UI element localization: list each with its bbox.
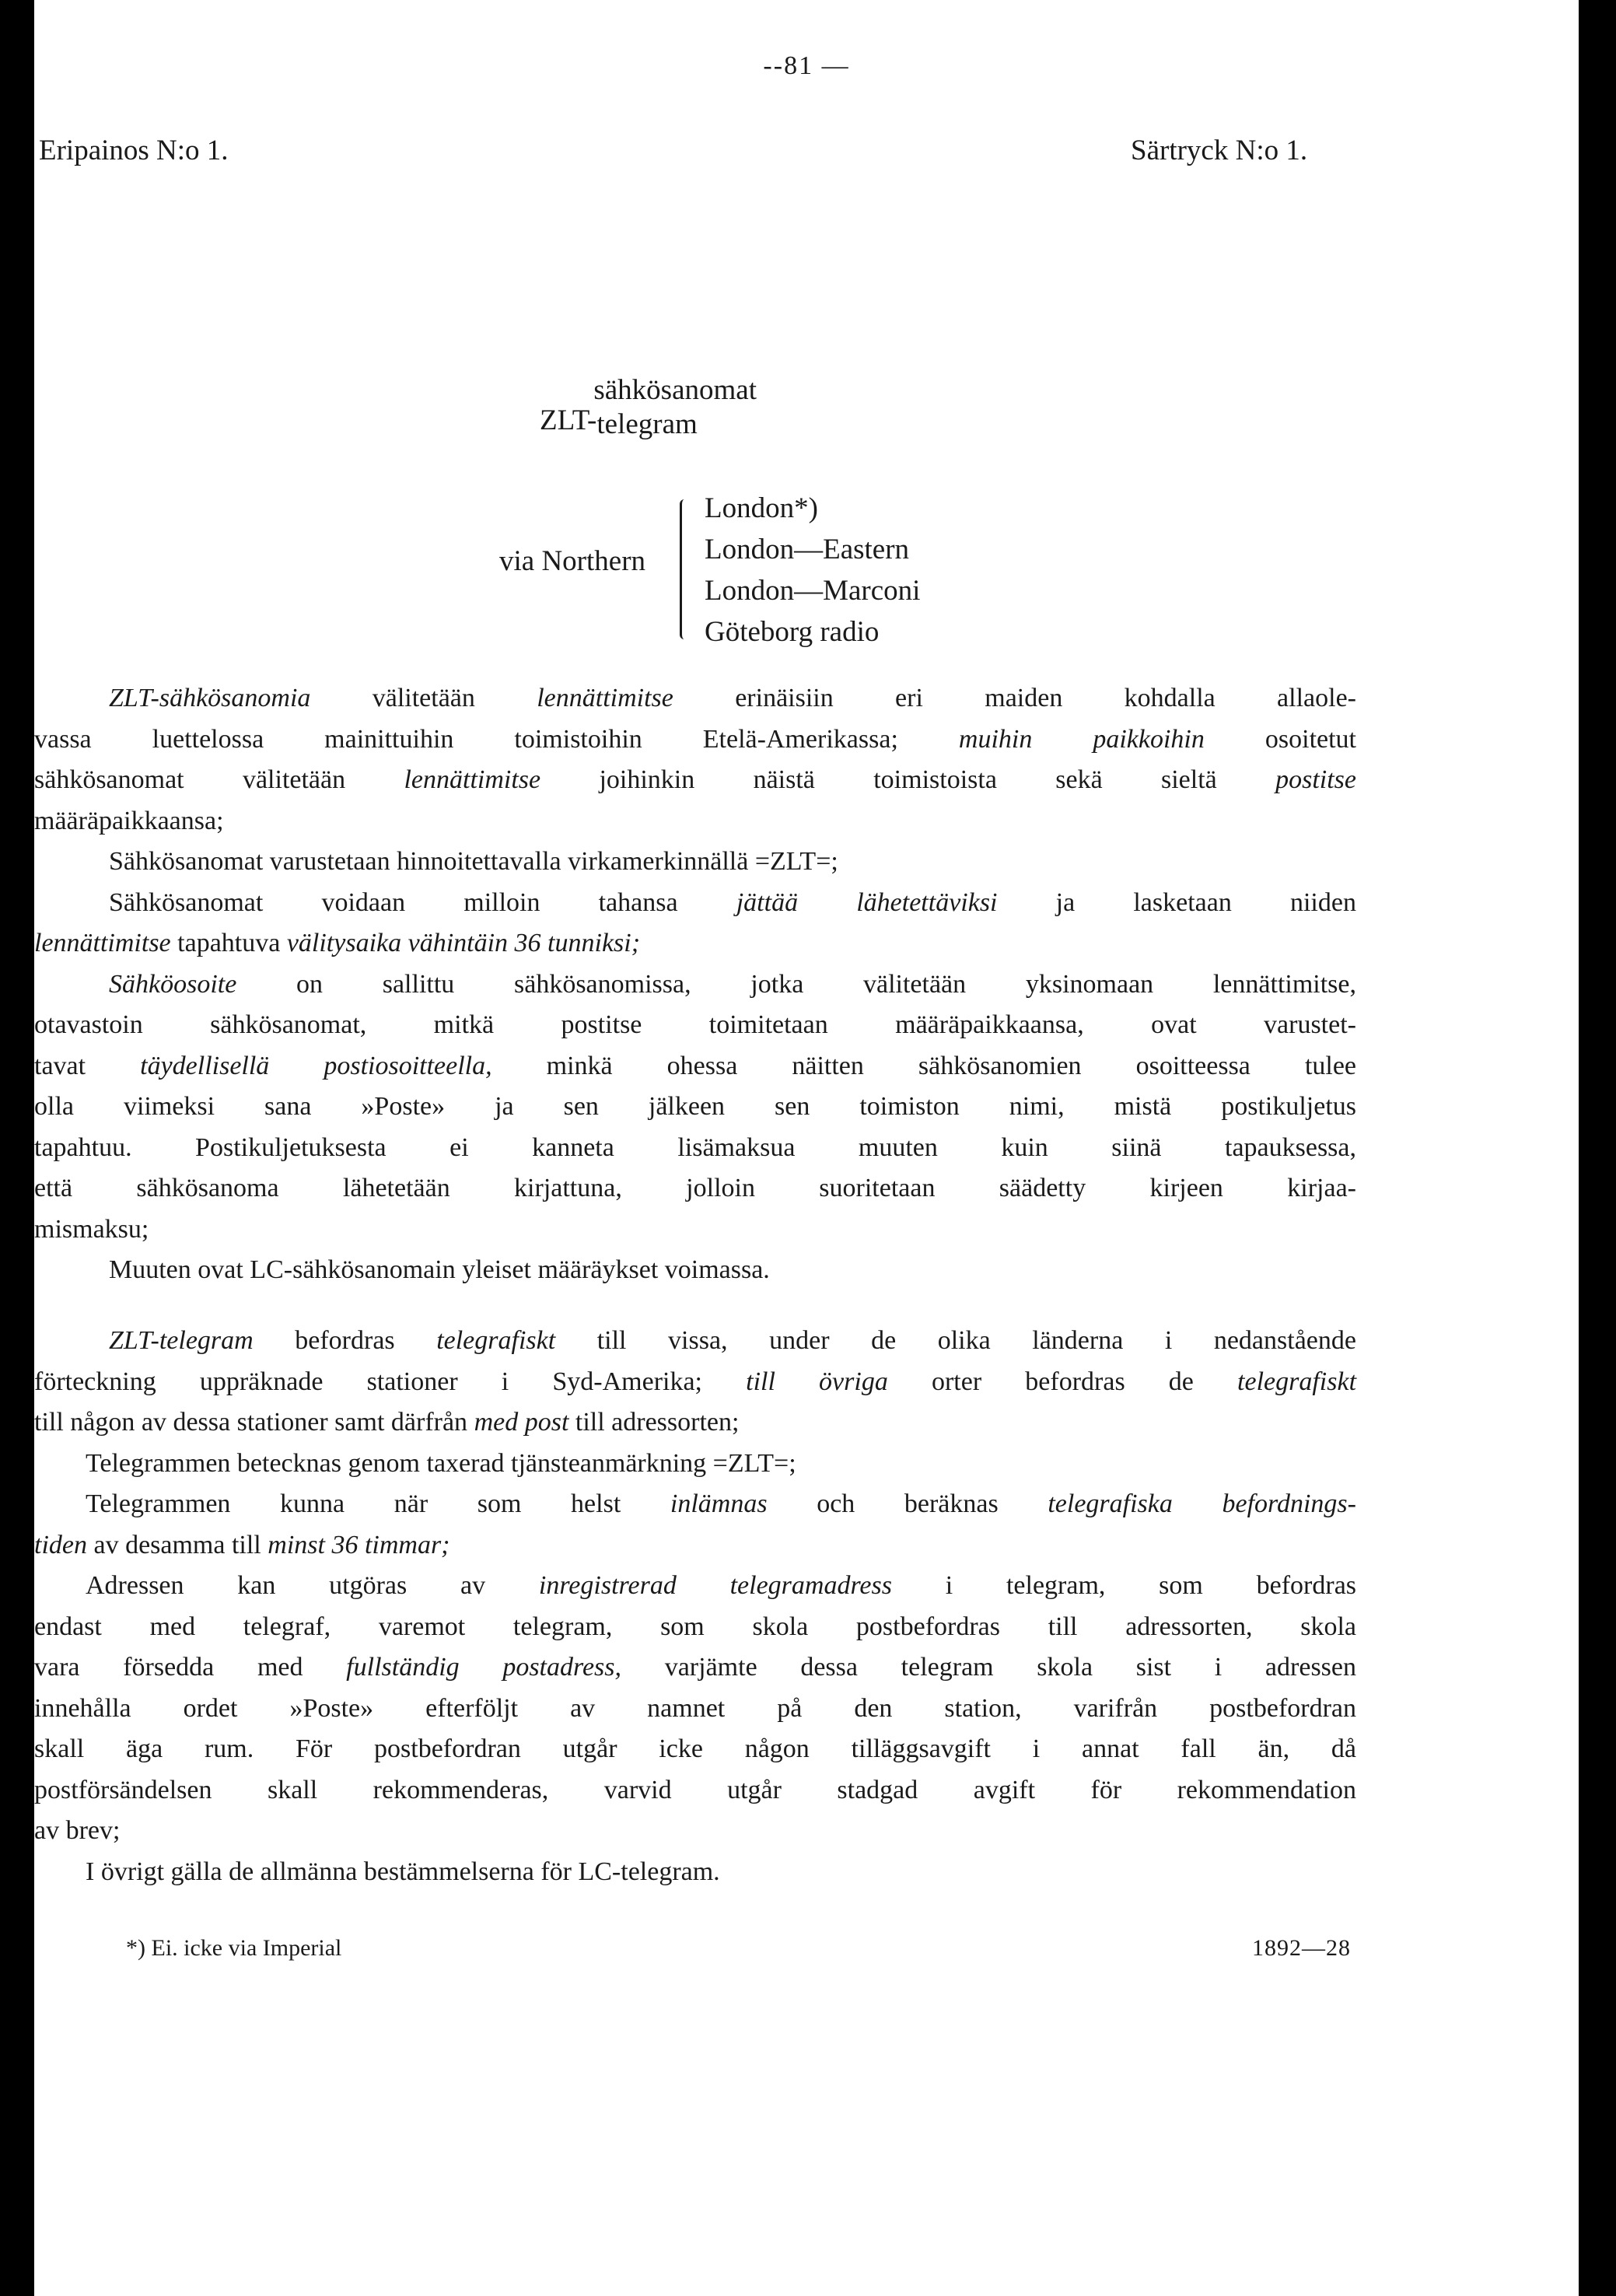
route-item: London—Eastern	[705, 534, 910, 565]
route-item: Göteborg radio	[705, 616, 880, 648]
paragraph-line: ZLT-sähkösanomia välitetään lennättimitse erinäisiin eri maiden kohdalla allaole-	[109, 684, 1356, 712]
route-list	[705, 488, 920, 653]
paragraph-line: otavastoin sähkösanomat, mitkä postitse toimitetaan määräpaikkaansa, ovat varustet-	[34, 1010, 1356, 1039]
title-stack	[593, 373, 757, 442]
title-prefix: ZLT-	[540, 404, 597, 436]
paragraph-line: tiden av desamma till minst 36 timmar;	[34, 1530, 450, 1559]
paragraph-line: vara försedda med fullständig postadress, varjämte dessa telegram skola sist i adressen	[34, 1653, 1356, 1682]
paragraph-line: endast med telegraf, varemot telegram, som skola postbefordras till adressorten, skola	[34, 1612, 1356, 1641]
scan-border-left	[0, 0, 34, 2296]
header-swedish: Särtryck N:o 1.	[1131, 135, 1308, 166]
page-number: --81 —	[763, 51, 850, 80]
paragraph-line: Sähköosoite on sallittu sähkösanomissa, jotka välitetään yksinomaan lennättimitse,	[109, 969, 1356, 999]
paragraph-line: postförsändelsen skall rekommenderas, varvid utgår stadgad avgift för rekommendation	[34, 1775, 1356, 1804]
paragraph-line: Adressen kan utgöras av inregistrerad telegramadress i telegram, som befordras	[86, 1571, 1357, 1600]
brace-icon	[680, 499, 690, 639]
route-item: London—Marconi	[705, 575, 921, 607]
document-page	[34, 0, 1579, 2296]
header-finnish: Eripainos N:o 1.	[39, 135, 229, 166]
paragraph-line: Telegrammen betecknas genom taxerad tjänsteanmärkning =ZLT=;	[86, 1448, 796, 1478]
paragraph-line: till någon av dessa stationer samt därfrån med post till adressorten;	[34, 1408, 740, 1437]
paragraph-line: tavat täydellisellä postiosoitteella, minkä ohessa näitten sähkösanomien osoitteessa tulee	[34, 1051, 1357, 1080]
paragraph-line: mismaksu;	[34, 1214, 149, 1244]
paragraph-line: sähkösanomat välitetään lennättimitse joihinkin näistä toimistoista sekä sieltä postitse	[34, 765, 1357, 794]
title-swedish: telegram	[596, 408, 698, 440]
route-item: London*)	[705, 492, 818, 524]
print-code: 1892—28	[1252, 1935, 1351, 1961]
document-title	[540, 373, 757, 442]
paragraph-line: Muuten ovat LC-sähkösanomain yleiset määräykset voimassa.	[109, 1255, 770, 1284]
paragraph-line: vassa luettelossa mainittuihin toimistoihin Etelä-Amerikassa; muihin paikkoihin osoitetut	[34, 724, 1357, 754]
paragraph-line: skall äga rum. För postbefordran utgår icke någon tilläggsavgift i annat fall än, då	[34, 1734, 1356, 1763]
paragraph-line: määräpaikkaansa;	[34, 806, 224, 835]
title-finnish: sähkösanomat	[593, 374, 757, 406]
via-label: via Northern	[499, 545, 646, 577]
paragraph-line: innehålla ordet »Poste» efterföljt av namnet på den station, varifrån postbefordran	[34, 1693, 1356, 1723]
paragraph-line: että sähkösanoma lähetetään kirjattuna, jolloin suoritetaan säädetty kirjeen kirjaa-	[34, 1174, 1356, 1202]
paragraph-line: ZLT-telegram befordras telegrafiskt till vissa, under de olika länderna i nedanstående	[109, 1326, 1356, 1355]
paragraph-line: Telegrammen kunna när som helst inlämnas och beräknas telegrafiska befordnings-	[86, 1489, 1356, 1518]
paragraph-line: olla viimeksi sana »Poste» ja sen jälkeen sen toimiston nimi, mistä postikuljetus	[34, 1092, 1356, 1121]
footnote: *) Ei. icke via Imperial	[126, 1935, 342, 1961]
paragraph-line: förteckning uppräknade stationer i Syd-Amerika; till övriga orter befordras de telegrafiskt	[34, 1367, 1357, 1396]
paragraph-line: lennättimitse tapahtuva välitysaika vähintäin 36 tunniksi;	[34, 929, 641, 957]
paragraph-line: Sähkösanomat voidaan milloin tahansa jättää lähetettäviksi ja lasketaan niiden	[109, 887, 1356, 917]
paragraph-line: Sähkösanomat varustetaan hinnoitettavalla virkamerkinnällä =ZLT=;	[109, 847, 838, 876]
paragraph-line: tapahtuu. Postikuljetuksesta ei kanneta lisämaksua muuten kuin siinä tapauksessa,	[34, 1132, 1356, 1162]
swedish-section	[34, 1321, 1356, 1892]
finnish-section	[34, 678, 1356, 1291]
paragraph-line: I övrigt gälla de allmänna bestämmelserna för LC-telegram.	[86, 1857, 720, 1886]
paragraph-line: av brev;	[34, 1816, 121, 1845]
scan-border-right	[1579, 0, 1616, 2296]
